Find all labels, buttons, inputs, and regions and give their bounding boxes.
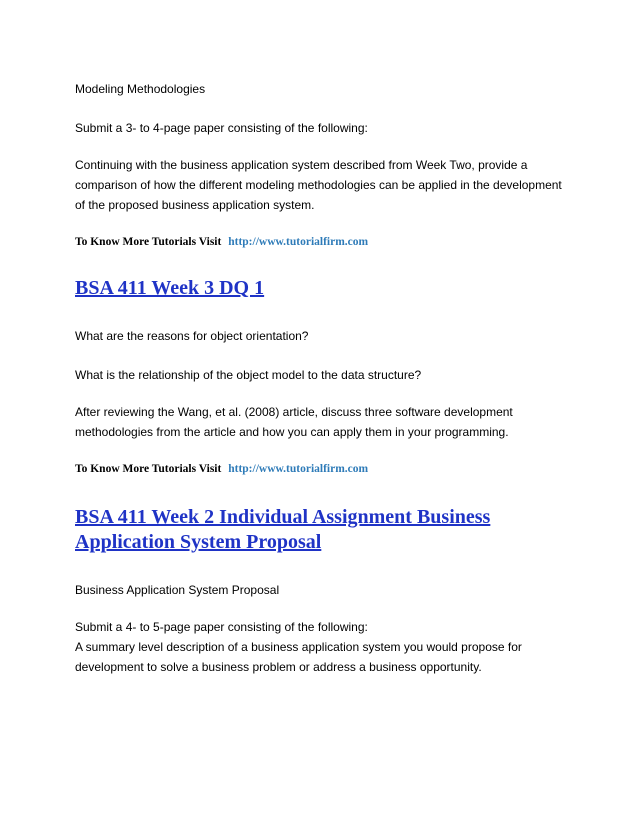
tutorial-link-2[interactable]: http://www.tutorialfirm.com <box>228 463 369 475</box>
tutorials-visit-line-1 <box>75 234 368 250</box>
submit-paragraph-1: Submit a 3- to 4-page paper consisting of the following: <box>75 121 368 135</box>
continuing-paragraph <box>75 155 575 215</box>
paragraph-line: comparison of how the different modeling methodologies can be applied in the development <box>75 178 562 192</box>
visit-label: To Know More Tutorials Visit <box>75 236 222 248</box>
tutorials-visit-line-2 <box>75 461 368 477</box>
visit-label: To Know More Tutorials Visit <box>75 463 222 475</box>
tutorial-link-1[interactable]: http://www.tutorialfirm.com <box>228 236 369 248</box>
paragraph-line: methodologies from the article and how you can apply them in your programming. <box>75 425 509 439</box>
paragraph-line: A summary level description of a business application system you would propose for <box>75 640 522 654</box>
modeling-methodologies-title: Modeling Methodologies <box>75 82 206 96</box>
heading-line[interactable]: BSA 411 Week 2 Individual Assignment Business <box>75 506 491 528</box>
heading-line[interactable]: Application System Proposal <box>75 531 322 553</box>
heading-line[interactable]: BSA 411 Week 3 DQ 1 <box>75 277 265 299</box>
paragraph-line: development to solve a business problem or address a business opportunity. <box>75 660 482 674</box>
question-object-orientation: What are the reasons for object orientation? <box>75 329 309 343</box>
wang-paragraph <box>75 402 575 442</box>
paragraph-line: Submit a 4- to 5-page paper consisting of the following: <box>75 620 368 634</box>
paragraph-line: Continuing with the business application system described from Week Two, provide a <box>75 158 528 172</box>
submit-paragraph-2 <box>75 617 575 677</box>
paragraph-line: After reviewing the Wang, et al. (2008) article, discuss three software development <box>75 405 513 419</box>
heading-week3-dq1[interactable] <box>75 276 264 301</box>
proposal-title: Business Application System Proposal <box>75 583 280 597</box>
question-object-model: What is the relationship of the object model to the data structure? <box>75 368 422 382</box>
heading-week2-individual-assignment[interactable] <box>75 505 490 555</box>
paragraph-line: of the proposed business application system. <box>75 198 315 212</box>
